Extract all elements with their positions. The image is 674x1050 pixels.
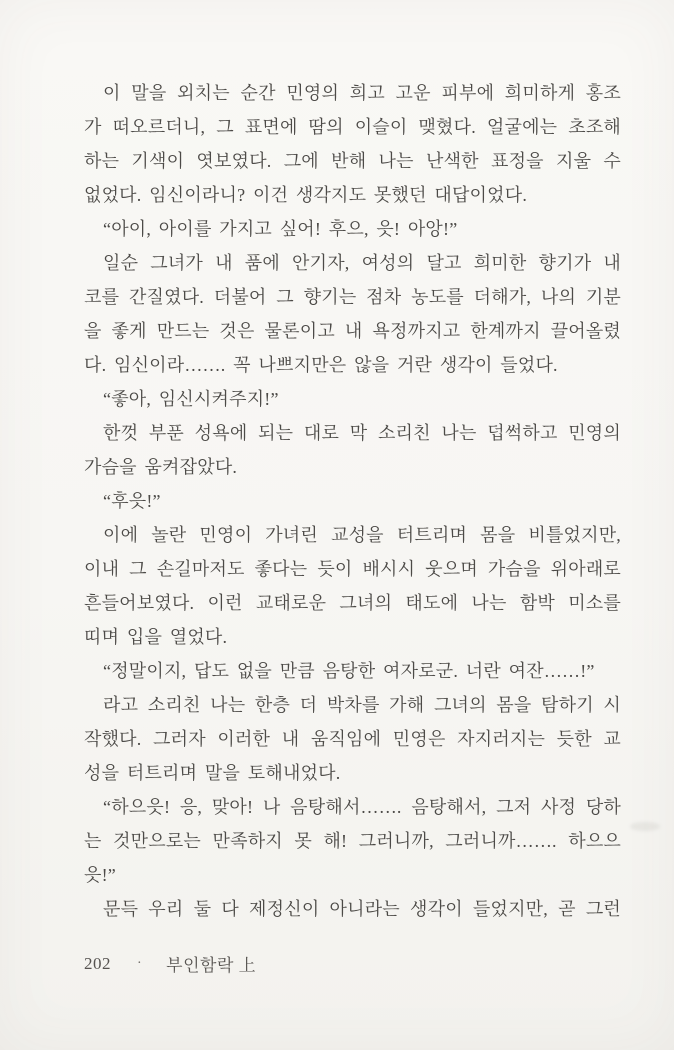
text-line-dialogue: “후읏!” [103,491,161,511]
text-line: 성을 터트리며 말을 토해내었다. [84,763,341,783]
text-line: 다. 임신이라……. 꼭 나쁘지만은 않을 거란 생각이 들었다. [84,355,558,375]
text-line: 을 좋게 만드는 것은 물론이고 내 욕정까지고 한계까지 끌어올렸 [84,321,621,341]
book-title: 부인함락 上 [166,956,257,975]
page-footer [84,951,256,976]
text-line: 한껏 부푼 성욕에 되는 대로 막 소리친 나는 덥썩하고 민영의 [103,423,621,443]
text-line-dialogue: “아이, 아이를 가지고 싶어! 후으, 읏! 아앙!” [103,219,458,239]
text-line: 일순 그녀가 내 품에 안기자, 여성의 달고 희미한 향기가 내 [103,253,621,273]
text-line-dialogue: 는 것만으로는 만족하지 못 해! 그러니까, 그러니까……. 하으으 [84,831,621,851]
text-line: 라고 소리친 나는 한층 더 박차를 가해 그녀의 몸을 탐하기 시 [103,695,621,715]
text-line-dialogue: “정말이지, 답도 없을 만큼 음탕한 여자로군. 너란 여잔……!” [103,661,595,681]
text-line: 작했다. 그러자 이러한 내 움직임에 민영은 자지러지는 듯한 교 [84,729,621,749]
text-line: 이에 놀란 민영이 가녀린 교성을 터트리며 몸을 비틀었지만, [103,525,621,545]
text-line: 가 떠오르더니, 그 표면에 땀의 이슬이 맺혔다. 얼굴에는 초조해 [84,117,621,137]
text-line: 코를 간질였다. 더불어 그 향기는 점차 농도를 더해가, 나의 기분 [84,287,621,307]
text-line: 하는 기색이 엿보였다. 그에 반해 나는 난색한 표정을 지울 수 [84,151,621,171]
page-number: 202 [84,953,111,973]
text-line: 없었다. 임신이라니? 이건 생각지도 못했던 대답이었다. [84,185,528,205]
text-line: 가슴을 움켜잡았다. [84,457,238,477]
text-line-dialogue: 읏!” [84,865,116,885]
text-line: 이내 그 손길마저도 좋다는 듯이 배시시 웃으며 가슴을 위아래로 [84,559,621,579]
separator-dot-icon: · [137,955,143,971]
text-line: 띠며 입을 열었다. [84,627,228,647]
page-text [84,76,621,926]
text-line: 흔들어보였다. 이런 교태로운 그녀의 태도에 나는 함박 미소를 [84,593,621,613]
text-line: 문득 우리 둘 다 제정신이 아니라는 생각이 들었지만, 곧 그런 [103,899,621,919]
text-line-dialogue: “좋아, 임신시켜주지!” [103,389,279,409]
text-line: 이 말을 외치는 순간 민영의 희고 고운 피부에 희미하게 홍조 [103,83,621,103]
text-line-dialogue: “하으읏! 응, 맞아! 나 음탕해서……. 음탕해서, 그저 사정 당하 [103,797,621,817]
scan-smudge-artifact [630,822,660,831]
